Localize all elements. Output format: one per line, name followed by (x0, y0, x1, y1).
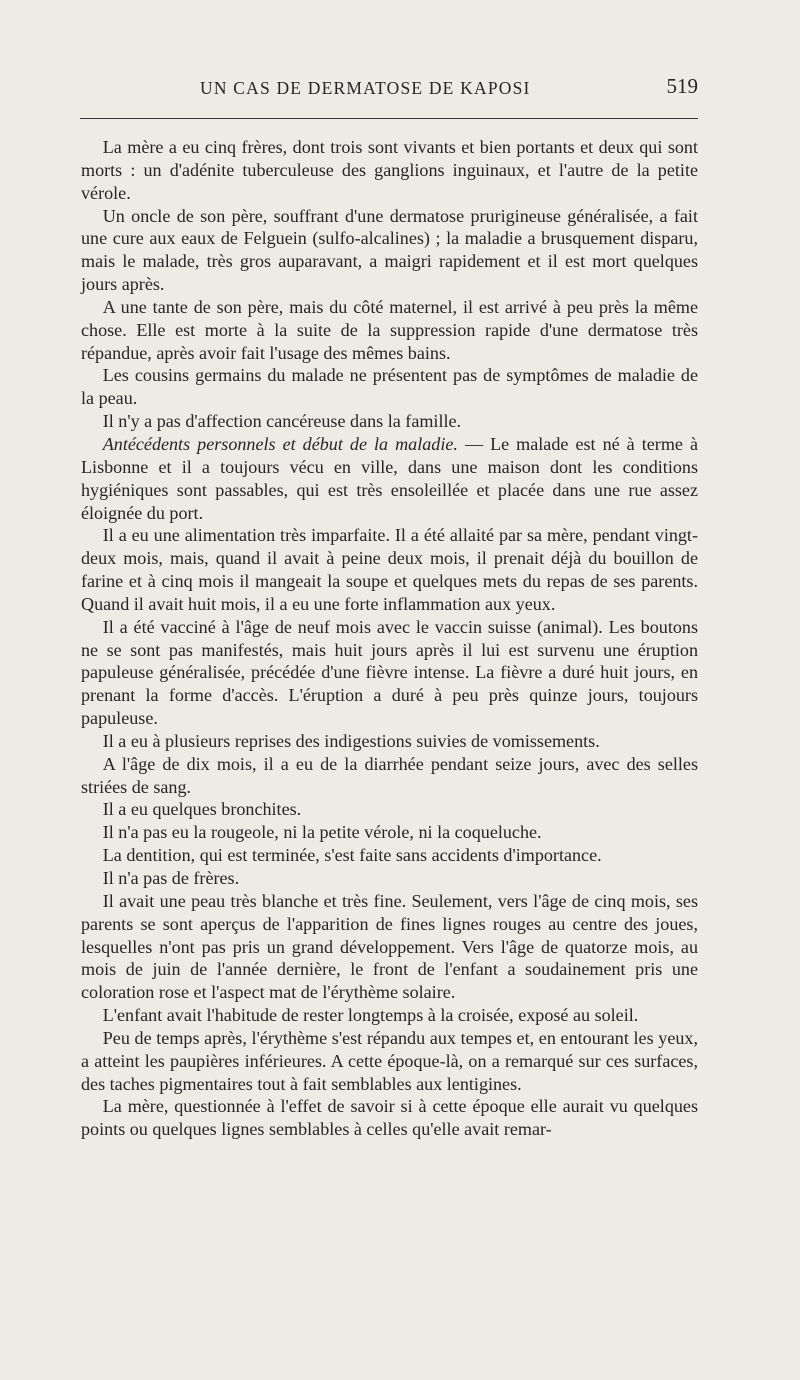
paragraph: A une tante de son père, mais du côté maternel, il est arrivé à peu près la même chose. Elle est morte à la suite de la suppression rapide d'une dermatose très répandue, après avoir fait l'usage des mêmes bains. (81, 296, 698, 363)
paragraph: Il n'a pas de frères. (102, 868, 240, 888)
paragraph: Il n'a pas eu la rougeole, ni la petite vérole, ni la coqueluche. (102, 822, 542, 843)
paragraph: L'enfant avait l'habitude de rester longtemps à la croisée, exposé au soleil. (102, 1005, 639, 1026)
paragraph: La mère, questionnée à l'effet de savoir si à cette époque elle aurait vu quelques points ou quelques lignes semblables à celles qu'elle avait remar- (81, 1096, 698, 1140)
paragraph: La dentition, qui est terminée, s'est faite sans accidents d'importance. (102, 845, 602, 866)
paragraph: A l'âge de dix mois, il a eu de la diarrhée pendant seize jours, avec des selles striées de sang. (81, 753, 698, 797)
paragraph: La mère a eu cinq frères, dont trois sont vivants et bien portants et deux qui sont morts : un d'adénite tuberculeuse des ganglions inguinaux, et l'autre de la petite vérole. (81, 137, 698, 203)
running-title: UN CAS DE DERMATOSE DE KAPOSI (200, 78, 531, 98)
section-lead-text: — Le malade est né à terme à Lisbonne et il a toujours vécu en ville, dans une maison dont les conditions hygiéniques sont passables, qui est très ensoleillée et placée dans une rue assez éloignée du port. (81, 433, 698, 523)
paragraph: Il a été vacciné à l'âge de neuf mois avec le vaccin suisse (animal). Les boutons ne se sont pas manifestés, mais huit jours après il lui est survenu une éruption papuleuse généralisée, précédée d'une fièvre intense. La fièvre a duré huit jours, en prenant la forme d'accès. L'éruption a duré à peu près quinze jours, toujours papuleuse. (81, 616, 698, 729)
paragraph: Il n'y a pas d'affection cancéreuse dans la famille. (102, 411, 462, 432)
running-head (80, 74, 698, 108)
paragraph: Il avait une peau très blanche et très fine. Seulement, vers l'âge de cinq mois, ses parents se sont aperçus de l'apparition de fines lignes rouges au centre des joues, lesquelles n'ont pas pris un grand développement. Vers l'âge de quatorze mois, au mois de juin de l'année dernière, le front de l'enfant a soudainement pris une coloration rose et l'aspect mat de l'érythème solaire. (81, 890, 698, 1003)
section-paragraph (81, 433, 698, 524)
paragraph: Il a eu une alimentation très imparfaite. Il a été allaité par sa mère, pendant vingt-deux mois, mais, quand il avait à peine deux mois, il prenait déjà du bouillon de farine et à cinq mois il mangeait la soupe et quelques mets du repas de ses parents. Quand il avait huit mois, il a eu une forte inflammation aux yeux. (81, 525, 698, 614)
paragraph: Les cousins germains du malade ne présentent pas de symptômes de maladie de la peau. (81, 365, 698, 409)
body-text (81, 136, 698, 1141)
paragraph: Un oncle de son père, souffrant d'une dermatose prurigineuse généralisée, a fait une cure aux eaux de Felguein (sulfo-alcalines) ; la maladie a brusquement disparu, mais le malade, très gros auparavant, a maigri rapidement et il est mort quelques jours après. (81, 205, 698, 295)
section-heading: Antécédents personnels et début de la maladie. (102, 433, 458, 454)
paragraph: Peu de temps après, l'érythème s'est répandu aux tempes et, en entourant les yeux, a atteint les paupières inférieures. A cette époque-là, on a remarqué sur ces surfaces, des taches pigmentaires tout à fait semblables aux lentigines. (81, 1027, 698, 1094)
page-number: 519 (666, 74, 698, 98)
paragraph: Il a eu quelques bronchites. (102, 799, 302, 820)
header-rule (80, 118, 698, 119)
paragraph: Il a eu à plusieurs reprises des indigestions suivies de vomissements. (102, 730, 600, 751)
